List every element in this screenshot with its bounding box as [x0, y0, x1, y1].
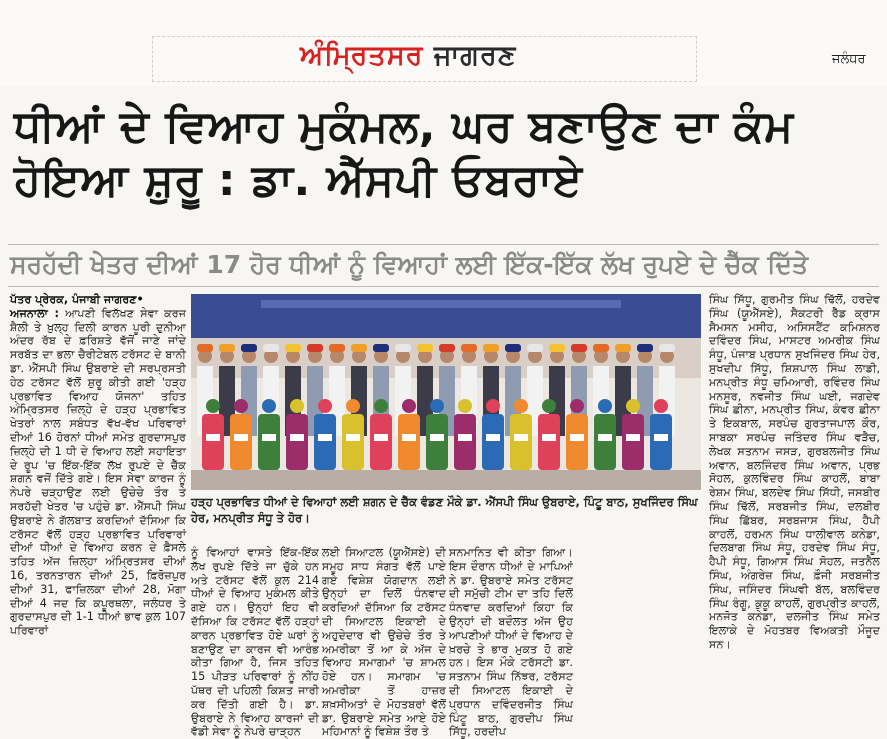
headline-rule — [8, 244, 879, 245]
column-4-text: ਸਨਮਾਨਿਤ ਵੀ ਕੀਤਾ ਗਿਆ। ਇਸ ਦੌਰਾਨ ਧੀਆਂ ਦੇ ਮਾਪਿਆਂ ਨੇ ਡਾ. ਉਬਰਾਏ ਸਮੇਤ ਟਰੱਸਟ ਦੀ ਸਮੁੱਚੀ ਟੀਮ ਦਾ ਤਹਿ ਦਿਲੋਂ ਧੰਨਵਾਦ ਕਰਦਿਆਂ ਕਿਹਾ ਕਿ ਉਨ੍ਹਾਂ ਦੀ ਬਦੌਲਤ ਅੱਜ ਉਹ ਆਪਣੀਆਂ ਧੀਆਂ ਦੇ ਵਿਆਹ ਦੇ ਖ਼ਰਚੇ ਤੇ ਭਾਰ ਮੁਕਤ ਹੋ ਗਏ ਹਨ। ਇਸ ਮੌਕੇ ਟਰੱਸਟੀ ਡਾ. ਸਤਨਾਮ ਸਿੰਘ ਨਿੱਝਰ, ਟਰੱਸਟ ਦੀ ਸਿਆਟਲ ਇਕਾਈ ਦੇ ਪ੍ਰਧਾਨ ਦਵਿੰਦਰਜੀਤ ਸਿੰਘ ਪਿੰਟੂ ਬਾਠ, ਗੁਰਦੀਪ ਸਿੰਘ ਸਿੱਧੂ, ਹਰਦੀਪ — [449, 546, 573, 739]
newspaper-logo — [300, 40, 516, 72]
logo-dark-text: ਜਾਗਰਣ — [433, 40, 517, 71]
masthead — [0, 0, 887, 86]
article-subhead: ਸਰਹੱਦੀ ਖੇਤਰ ਦੀਆਂ 17 ਹੋਰ ਧੀਆਂ ਨੂੰ ਵਿਆਹਾਂ ਲਈ ਇੱਕ-ਇੱਕ ਲੱਖ ਰੁਪਏ ਦੇ ਚੈੱਕ ਦਿੱਤੇ — [10, 250, 808, 279]
column-3-text: ਲਈ ਸਿਆਟਲ (ਯੂਐੱਸਏ) ਦੀ ਸਮੂਹ ਸਾਧ ਸੰਗਤ ਵੱਲੋਂ ਪਾਏ ਗਏ ਵਿਸ਼ੇਸ਼ ਯੋਗਦਾਨ ਲਈ ਉਨ੍ਹਾਂ ਦਾ ਦਿਲੋਂ ਧੰਨਵਾਦ ਕਰਦਿਆਂ ਦੱਸਿਆ ਕਿ ਟਰੱਸਟ ਦੀ ਸਿਆਟਲ ਇਕਾਈ ਦੇ ਅਹੁਦੇਦਾਰ ਵੀ ਉਚੇਚੇ ਤੌਰ ਤੇ ਅਮਰੀਕਾ ਤੋਂ ਆ ਕੇ ਅੱਜ ਦੇ ਵਿਆਹ ਸਮਾਗਮਾਂ 'ਚ ਸ਼ਾਮਲ ਹੋਏ ਹਨ। ਸਮਾਗਮ 'ਚ ਅਮਰੀਕਾ ਤੋਂ ਹਾਜ਼ਰ ਸ਼ਖ਼ਸੀਅਤਾਂ ਦੇ ਮੋਹਤਬਰਾਂ ਵੱਲੋਂ ਡਾ. ਉਬਰਾਏ ਸਮੇਤ ਆਏ ਹੋਏ ਮਹਿਮਾਨਾਂ ਨੂੰ ਵਿਸ਼ੇਸ਼ ਤੌਰ ਤੇ — [322, 546, 446, 739]
subhead-rule — [8, 286, 879, 287]
logo-red-text: ਅੰਮ੍ਰਿਤਸਰ — [300, 40, 424, 71]
edition-label: ਜਲੰਧਰ — [832, 52, 866, 67]
column-3 — [322, 546, 446, 739]
group-photo-illustration — [191, 294, 701, 490]
column-2 — [191, 546, 319, 739]
column-1-text: ਆਪਣੀ ਵਿਲੱਖਣ ਸੇਵਾ ਕਰਜ ਸ਼ੈਲੀ ਤੇ ਖ਼ੁਲ੍ਹ ਦਿਲੀ ਕਾਰਨ ਪੂਰੀ ਦੁਨੀਆ ਅੰਦਰ ਰੱਬ ਦੇ ਫ਼ਰਿਸ਼ਤੇ ਵੱਜੋਂ ਜਾਣੇ ਜਾਂਦੇ ਸਰਬੱਤ ਦਾ ਭਲਾ ਚੈਰੀਟੇਬਲ ਟਰੱਸਟ ਦੇ ਬਾਨੀ ਡਾ. ਐੱਸਪੀ ਸਿੰਘ ਉਬਰਾਏ ਦੀ ਸਰਪ੍ਰਸਤੀ ਹੇਠ ਟਰੱਸਟ ਵੱਲੋਂ ਸ਼ੁਰੂ ਕੀਤੀ ਗਈ 'ਹੜ੍ਹ ਪ੍ਰਭਾਵਿਤ ਵਿਆਹ ਯੋਜਨਾ' ਤਹਿਤ ਅੰਮ੍ਰਿਤਸਰ ਜ਼ਿਲ੍ਹੇ ਦੇ ਹੜ੍ਹ ਪ੍ਰਭਾਵਿਤ ਖੇਤਰਾਂ ਨਾਲ ਸਬੰਧਤ ਵੱਖ-ਵੱਖ ਪਰਿਵਾਰਾਂ ਦੀਆਂ 16 ਹੋਰਨਾਂ ਧੀਆਂ ਸਮੇਤ ਗੁਰਦਾਸਪੁਰ ਜ਼ਿਲ੍ਹੇ ਦੀ 1 ਧੀ ਦੇ ਵਿਆਹ ਲਈ ਸਹਾਇਤਾ ਦੇ ਰੂਪ 'ਚ ਇੱਕ-ਇੱਕ ਲੱਖ ਰੁਪਏ ਦੇ ਚੈੱਕ ਸ਼ਗਨ ਵਜੋਂ ਦਿੱਤੇ ਗਏ। ਇਸ ਸੇਵਾ ਕਾਰਜ ਨੂੰ ਨੇਪਰੇ ਚੜ੍ਹਾਉਣ ਲਈ ਉਚੇਚੇ ਤੌਰ ਤੇ ਸਰਹੱਦੀ ਖੇਤਰ 'ਚ ਪਹੁੰਚੇ ਡਾ. ਐੱਸਪੀ ਸਿੰਘ ਉਬਰਾਏ ਨੇ ਗੱਲਬਾਤ ਕਰਦਿਆਂ ਦੱਸਿਆ ਕਿ ਟਰੱਸਟ ਵੱਲੋਂ ਹੜ੍ਹ ਪ੍ਰਭਾਵਿਤ ਪਰਿਵਾਰਾਂ ਦੀਆਂ ਧੀਆਂ ਦੇ ਵਿਆਹ ਕਰਨ ਦੇ ਫ਼ੈਸਲੇ ਤਹਿਤ ਅੱਜ ਜ਼ਿਲ੍ਹਾ ਅੰਮ੍ਰਿਤਸਰ ਦੀਆਂ 16, ਤਰਨਤਾਰਨ ਦੀਆਂ 25, ਫ਼ਿਰੋਜ਼ਪੁਰ ਦੀਆਂ 31, ਫਾਜ਼ਿਲਕਾ ਦੀਆਂ 28, ਮੋਗਾ ਦੀਆਂ 4 ਜਦ ਕਿ ਕਪੂਰਥਲਾ, ਜਲੰਧਰ ਤੇ ਗੁਰਦਾਸਪੁਰ ਦੀ 1-1 ਧੀਆਂ ਭਾਵ ਕੁਲ 107 ਪਰਿਵਾਰਾਂ — [10, 306, 187, 638]
group-photo — [191, 294, 701, 490]
dateline: ਅਜਨਾਲਾ : — [10, 306, 59, 320]
column-2-text: ਨੂੰ ਵਿਆਹਾਂ ਵਾਸਤੇ ਇੱਕ-ਇੱਕ ਲੱਖ ਰੁਪਏ ਦਿੱਤੇ ਜਾ ਚੁੱਕੇ ਹਨ ਅਤੇ ਟਰੱਸਟ ਵੱਲੋਂ ਕੁਲ 214 ਧੀਆਂ ਦੇ ਵਿਆਹ ਮੁਕੰਮਲ ਕੀਤੇ ਗਏ ਹਨ। ਉਨ੍ਹਾਂ ਇਹ ਵੀ ਦੱਸਿਆ ਕਿ ਟਰੱਸਟ ਵੱਲੋਂ ਹੜ੍ਹਾਂ ਕਾਰਨ ਪ੍ਰਭਾਵਿਤ ਹੋਏ ਘਰਾਂ ਨੂੰ ਬਣਾਉਣ ਦਾ ਕਾਰਜ ਵੀ ਆਰੰਭ ਕੀਤਾ ਗਿਆ ਹੈ, ਜਿਸ ਤਹਿਤ 15 ਪੀੜਤ ਪਰਿਵਾਰਾਂ ਨੂੰ ਨੀਂਹ ਪੱਥਰ ਦੀ ਪਹਿਲੀ ਕਿਸ਼ਤ ਜਾਰੀ ਕਰ ਦਿੱਤੀ ਗਈ ਹੈ। ਡਾ. ਉਬਰਾਏ ਨੇ ਵਿਆਹ ਕਾਰਜਾਂ ਦੀ ਵੱਡੀ ਸੇਵਾ ਨੂੰ ਨੇਪਰੇ ਚਾੜ੍ਹਨ — [191, 546, 319, 739]
seated-row — [202, 399, 672, 470]
column-4 — [449, 546, 573, 739]
photo-caption: ਹੜ੍ਹ ਪ੍ਰਭਾਵਿਤ ਧੀਆਂ ਦੇ ਵਿਆਹਾਂ ਲਈ ਸ਼ਗਨ ਦੇ ਚੈੱਕ ਵੰਡਣ ਮੌਕੇ ਡਾ. ਐੱਸਪੀ ਸਿੰਘ ਉਬਰਾਏ, ਪਿੰਟੂ ਬਾਠ, ਸੁਖਜਿੰਦਰ ਸਿੰਘ ਹੇਰ, ਮਨਪ੍ਰੀਤ ਸੰਧੂ ਤੇ ਹੋਰ। — [191, 495, 698, 525]
column-1 — [10, 293, 186, 707]
article-headline: ਧੀਆਂ ਦੇ ਵਿਆਹ ਮੁਕੰਮਲ, ਘਰ ਬਣਾਉਣ ਦਾ ਕੰਮ ਹੋਇਆ ਸ਼ੁਰੂ : ਡਾ. ਐੱਸਪੀ ਓਬਰਾਏ — [14, 101, 794, 206]
column-5 — [709, 293, 880, 707]
column-5-text: ਸਿੰਘ ਸਿੱਧੂ, ਗੁਰਮੀਤ ਸਿੰਘ ਢਿੱਲੋਂ, ਹਰਦੇਵ ਸਿੰਘ (ਯੂਐੱਸਏ), ਸੈਕਟਰੀ ਰੈੱਡ ਕ੍ਰਾਸ ਸੈਮਸਨ ਮਸੀਹ, ਅਸਿਸਟੈਂਟ ਕਮਿਸ਼ਨਰ ਦਵਿੰਦਰ ਸਿੰਘ, ਮਾਸਟਰ ਅਮਰੀਕ ਸਿੰਘ ਸੰਧੂ, ਪੰਜਾਬ ਪ੍ਰਧਾਨ ਸੁਖਜਿੰਦਰ ਸਿੰਘ ਹੇਰ, ਸੁਖਦੀਪ ਸਿੱਧੂ, ਸ਼ਿਸ਼ਪਾਲ ਸਿੰਘ ਲਾਡੀ, ਮਨਪ੍ਰੀਤ ਸੰਧੂ ਚਮਿਆਰੀ, ਰਵਿੰਦਰ ਸਿੰਘ ਮਨਸੂਰ, ਨਵਜੀਤ ਸਿੰਘ ਘਈ, ਜਗਦੇਵ ਸਿੰਘ ਛੀਨਾ, ਮਨਪ੍ਰੀਤ ਸਿੰਘ, ਕੰਵਰ ਛੀਨਾ ਤੇ ਇਕਬਾਲ, ਸਰਪੰਚ ਗੁਰਤਾਜਪਾਲ ਕੌਰ, ਸਾਬਕਾ ਸਰਪੰਚ ਜਤਿੰਦਰ ਸਿੰਘ ਵੜੈਚ, ਲੇਖਕ ਸਤਨਾਮ ਜਸੜ, ਗੁਰਬਲਜੀਤ ਸਿੰਘ ਅਵਾਨ, ਬਲਜਿੰਦਰ ਸਿੰਘ ਅਵਾਨ, ਪ੍ਰਭ ਸੋਹਲ, ਕੁਲਵਿੰਦਰ ਸਿੰਘ ਕਾਹਲੋਂ, ਬਾਬਾ ਰੇਸ਼ਮ ਸਿੰਘ, ਬਲਦੇਵ ਸਿੰਘ ਸਿੱਧੀ, ਜਸਬੀਰ ਸਿੰਘ ਢਿੱਲੋਂ, ਸਰਬਜੀਤ ਸਿੰਘ, ਦਲਬੀਰ ਸਿੰਘ ਛਿੱਬਰ, ਸਰਬਜਾਸ ਸਿੰਘ, ਹੈਪੀ ਕਾਹਲੋਂ, ਹਰਮਨ ਸਿੰਘ ਧਾਲੀਵਾਲ ਕਨੇਡਾ, ਦਿਲਬਾਗ ਸਿੰਘ ਸੰਧੂ, ਹਰਦੇਵ ਸਿੰਘ ਸੰਧੂ, ਹੈਪੀ ਸੰਧੂ, ਗਿਆਸ ਸਿੰਘ ਸੋਹਲ, ਜਤਨੈਲ ਸਿੰਘ, ਅੰਗਰੇਜ਼ ਸਿੰਘ, ਫ਼ੌਜੀ ਸਰਬਜੀਤ ਸਿੰਘ, ਜਸਿੰਦਰ ਸਿੰਘਵੀ ਬੱਲ, ਬਲਵਿੰਦਰ ਸਿੰਘ ਰੰਗੂ, ਕੁਕੂ ਕਾਹਲੋਂ, ਗੁਰਪ੍ਰੀਤ ਕਾਹਲੋਂ, ਮਨਜੋਤ ਕਨੇਡਾ, ਦਲਜੀਤ ਸਿੰਘ ਸਮੇਤ ਇਲਾਕੇ ਦੇ ਮੋਹਤਬਰ ਵਿਅਕਤੀ ਮੌਜੂਦ ਸਨ। — [709, 293, 880, 651]
byline: ਪੱਤਰ ਪ੍ਰੇਰਕ, ਪੰਜਾਬੀ ਜਾਗਰਣ• — [10, 293, 144, 306]
